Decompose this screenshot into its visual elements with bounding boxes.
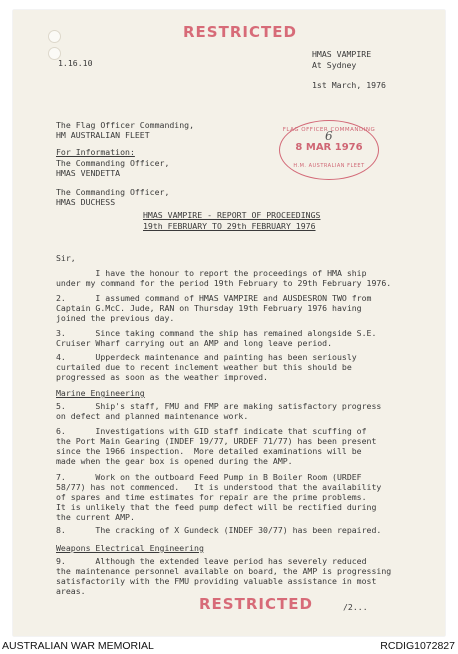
info2-line2: HMAS DUCHESS [56,197,116,207]
paragraph-9: 9. Although the extended leave period has severely reduced the maintenance personnel available on board, the AMP is progressing satisfactorily with the FMU providing valuable assistance in most areas. [56,556,392,596]
section-heading-marine: Marine Engineering [56,388,145,398]
letter-date: 1st March, 1976 [312,80,386,90]
restricted-stamp-bottom: RESTRICTED [199,595,313,613]
location: At Sydney [312,60,357,70]
ship-name: HMAS VAMPIRE [312,49,372,59]
paragraph-2: 2. I assumed command of HMAS VAMPIRE and AUSDESRON TWO from Captain G.McC. Jude, RAN on Thursday 19th February 1976 having joined the previous day. [56,293,372,323]
seal-top-text: FLAG OFFICER COMMANDING [282,127,376,133]
salutation: Sir, [56,253,76,263]
paragraph-7: 7. Work on the outboard Feed Pump in B Boiler Room (URDEF 58/77) has not commenced. It is understood that the availability of spares and time estimates for repair are the prime problems. It is unlikely that the feed pump defect will be rectified during the current AMP. [56,472,382,522]
seal-handwritten-mark: 6 [325,129,333,143]
footer-institution: AUSTRALIAN WAR MEMORIAL [2,640,154,652]
section-heading-weapons: Weapons Electrical Engineering [56,543,204,553]
recipient-line1: The Flag Officer Commanding, [56,120,195,130]
report-title-line2: 19th FEBRUARY TO 29th FEBRUARY 1976 [143,221,316,231]
file-reference: 1.16.10 [58,58,93,68]
info-heading: For Information: [56,147,135,157]
seal-date: 8 MAR 1976 [295,142,363,153]
seal-bottom-text: H.M. AUSTRALIAN FLEET [293,163,365,169]
paragraph-5: 5. Ship's staff, FMU and FMP are making satisfactory progress on defect and planned maintenance work. [56,401,382,421]
report-title-line1: HMAS VAMPIRE - REPORT OF PROCEEDINGS [143,210,321,220]
info1-line2: HMAS VENDETTA [56,168,121,178]
received-date-stamp [279,120,379,180]
paragraph-8: 8. The cracking of X Gundeck (INDEF 30/77) has been repaired. [56,525,382,535]
page-continuation: /2... [343,602,368,612]
paragraph-4: 4. Upperdeck maintenance and painting has been seriously curtailed due to recent inclement weather but this should be progressed as soon as the weather improved. [56,352,357,382]
paragraph-6: 6. Investigations with GID staff indicate that scuffing of the Port Main Gearing (INDEF 19/77, URDEF 71/77) has been present since the 1966 inspection. More detailed examinations will be made when the gear box is opened during the AMP. [56,426,377,466]
recipient-line2: HM AUSTRALIAN FLEET [56,130,150,140]
paragraph-3: 3. Since taking command the ship has remained alongside S.E. Cruiser Wharf carrying out an AMP and long leave period. [56,328,377,348]
footer-record-id: RCDIG1072827 [380,640,455,652]
info2-line1: The Commanding Officer, [56,187,170,197]
archive-footer [0,638,458,654]
punch-hole [48,30,61,43]
restricted-stamp-top: RESTRICTED [183,23,297,41]
paragraph-1: I have the honour to report the proceedings of HMA ship under my command for the period 19th February to 29th February 1976. [56,268,392,288]
info1-line1: The Commanding Officer, [56,158,170,168]
document-page [13,10,445,636]
